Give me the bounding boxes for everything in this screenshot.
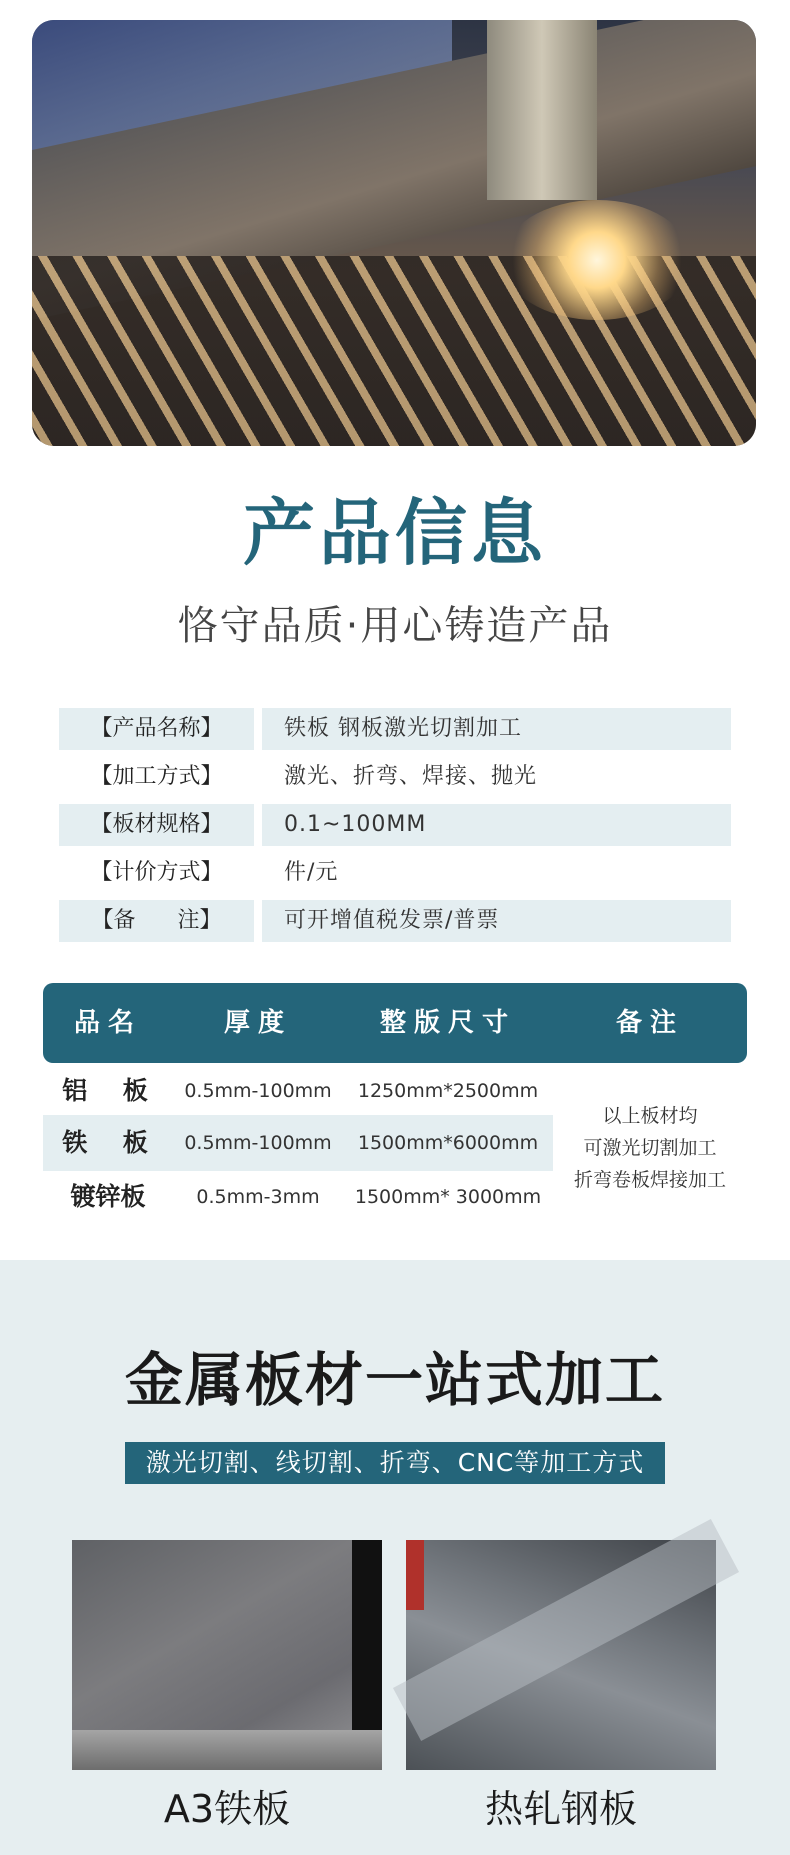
info-label: 【加工方式】: [90, 764, 223, 789]
info-row: [59, 756, 731, 798]
table-row: [43, 1063, 553, 1119]
cell-size: 1500mm* 3000mm: [354, 1186, 542, 1208]
table-row: [43, 1115, 553, 1171]
remark-line: 折弯卷板焊接加工: [573, 1169, 726, 1191]
info-row: [59, 708, 731, 750]
process-methods-tag: 激光切割、线切割、折弯、CNC等加工方式: [125, 1442, 665, 1484]
product-caption: A3铁板: [163, 1787, 291, 1831]
table-row: [43, 1169, 553, 1225]
info-value: 件/元: [284, 860, 339, 885]
remark-cell: [553, 1100, 747, 1196]
info-label: 【产品名称】: [59, 708, 254, 750]
col-header-thickness: 厚度: [223, 1008, 292, 1038]
info-label: 【板材规格】: [59, 804, 254, 846]
info-value: 可开增值税发票/普票: [262, 900, 731, 942]
page-subtitle: 恪守品质·用心铸造产品: [177, 603, 613, 649]
cell-thickness: 0.5mm-100mm: [184, 1132, 332, 1154]
cell-thickness: 0.5mm-100mm: [184, 1080, 332, 1102]
cell-size: 1250mm*2500mm: [357, 1080, 539, 1102]
cell-name: 镀锌板: [70, 1182, 146, 1211]
page-title: 产品信息: [242, 491, 547, 575]
info-value: 0.1~100MM: [262, 804, 731, 846]
info-value: 铁板 钢板激光切割加工: [262, 708, 731, 750]
cell-thickness: 0.5mm-3mm: [196, 1186, 320, 1208]
a3-iron-plate-photo: [72, 1540, 382, 1770]
col-header-name: 品名: [73, 1008, 142, 1038]
hero-laser-cutting-photo: [32, 20, 756, 446]
spec-table-header: [43, 983, 747, 1063]
info-label: 【计价方式】: [90, 860, 223, 885]
col-header-remark: 备注: [615, 1008, 684, 1038]
col-header-size: 整版尺寸: [379, 1008, 516, 1038]
remark-line: 可激光切割加工: [583, 1137, 717, 1159]
hot-rolled-steel-photo: [406, 1540, 716, 1770]
cell-name: 铁 板: [62, 1128, 154, 1157]
info-row: [59, 852, 731, 894]
info-value: 激光、折弯、焊接、抛光: [284, 764, 538, 789]
info-row: [59, 804, 731, 846]
section-title: 金属板材一站式加工: [124, 1346, 665, 1414]
info-label: 【备 注】: [59, 900, 254, 942]
product-caption: 热轧钢板: [484, 1787, 637, 1831]
remark-line: 以上板材均: [602, 1105, 698, 1127]
info-row: [59, 900, 731, 942]
cell-name: 铝 板: [62, 1076, 154, 1105]
cell-size: 1500mm*6000mm: [357, 1132, 539, 1154]
